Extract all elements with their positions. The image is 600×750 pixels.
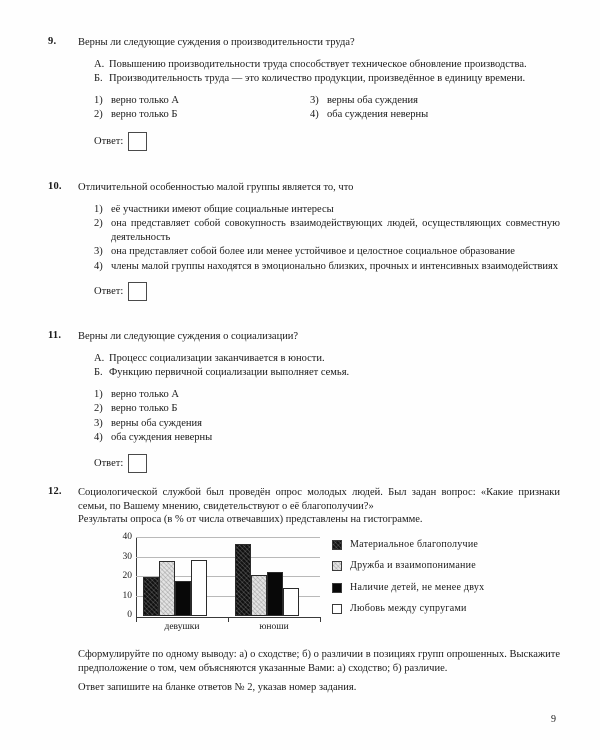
legend-swatch — [332, 604, 342, 614]
question-block-10 — [48, 181, 560, 302]
option-item[interactable] — [94, 388, 560, 402]
option-marker: 1) — [94, 388, 103, 400]
legend-swatch — [332, 583, 342, 593]
gridline — [136, 537, 320, 538]
option-text: она представляет собой более или менее устойчивое и целостное социальное образование — [111, 246, 515, 257]
question-body — [78, 36, 560, 152]
option-text: оба суждения неверны — [327, 109, 429, 120]
bar — [175, 581, 191, 616]
option-item[interactable] — [94, 431, 560, 445]
answer-line — [94, 132, 560, 152]
option-text: верно только А — [111, 94, 179, 106]
option-list — [94, 94, 560, 123]
statement-marker: Б. — [94, 367, 103, 378]
answer-line — [94, 454, 560, 474]
question-block-12 — [48, 486, 560, 527]
statement-item — [94, 352, 560, 366]
legend-item — [332, 577, 540, 599]
bar — [267, 572, 283, 616]
question-body — [78, 330, 560, 474]
option-marker: 3) — [310, 94, 319, 106]
answer-input-box[interactable] — [128, 132, 147, 151]
x-tick — [136, 617, 137, 622]
legend-swatch — [332, 561, 342, 571]
question-stem-line1: Социологической службой был проведён опрос молодых людей. Был задан вопрос: «Какие признаки семьи, по Вашему мнению, свидетельствуют о её благополучии?» — [78, 487, 560, 512]
option-marker: 1) — [94, 203, 103, 215]
question-number: 12. — [48, 486, 62, 497]
option-list — [94, 388, 560, 445]
x-category-label: девушки — [164, 622, 200, 632]
question-stem: Верны ли следующие суждения о производительности труда? — [78, 37, 355, 48]
y-tick-label: 40 — [122, 532, 132, 542]
y-axis-labels — [110, 532, 132, 622]
question-stem: Верны ли следующие суждения о социализации? — [78, 331, 299, 342]
statement-marker: А. — [94, 352, 105, 364]
bar — [143, 577, 159, 616]
option-marker: 1) — [94, 94, 103, 106]
option-text: верно только Б — [111, 403, 178, 414]
question-block-11 — [48, 330, 560, 474]
histogram-chart — [110, 532, 540, 642]
option-marker: 2) — [94, 218, 103, 229]
option-marker: 2) — [94, 109, 103, 120]
instruction-paragraph-1: Сформулируйте по одному выводу: а) о сходстве; б) о различии в позициях групп опрошенных. Выскажите предположение о том, чем объясняются указанные Вами: а) сходство; б) различие. — [78, 649, 560, 674]
legend-item — [332, 599, 540, 621]
gridline — [136, 557, 320, 558]
option-text: верно только Б — [111, 109, 178, 120]
y-tick-label: 0 — [127, 610, 132, 620]
option-marker: 4) — [94, 260, 103, 272]
y-tick-label: 10 — [122, 590, 132, 601]
option-marker: 3) — [94, 246, 103, 257]
question-body — [78, 486, 560, 527]
legend-label: Наличие детей, не менее двух — [350, 581, 485, 593]
option-marker: 3) — [94, 417, 103, 429]
bar — [159, 561, 175, 616]
instruction-paragraph-2: Ответ запишите на бланке ответов № 2, указав номер задания. — [78, 682, 357, 693]
statement-list — [94, 352, 560, 380]
answer-input-box[interactable] — [128, 282, 147, 301]
statement-list — [94, 58, 560, 86]
x-tick — [228, 617, 229, 622]
option-marker: 4) — [310, 109, 319, 120]
option-marker: 2) — [94, 403, 103, 414]
legend-label: Любовь между супругами — [350, 603, 467, 615]
statement-text: Производительность труда — это количество продукции, произведённое в единицу времени. — [109, 73, 526, 84]
option-text: члены малой группы находятся в эмоционально близких, прочных и интенсивных взаимодействиях — [111, 260, 559, 272]
answer-line — [94, 282, 560, 302]
page-number: 9 — [551, 714, 556, 725]
question-stem: Отличительной особенностью малой группы является то, что — [78, 182, 354, 193]
bar — [283, 588, 299, 616]
plot-area — [136, 538, 320, 616]
legend-swatch — [332, 540, 342, 550]
statement-marker: А. — [94, 58, 105, 70]
option-item[interactable] — [94, 245, 560, 259]
question-block-9 — [48, 36, 560, 152]
legend-label: Материальное благополучие — [350, 538, 479, 550]
question-number: 11. — [48, 330, 62, 341]
statement-text: Процесс социализации заканчивается в юности. — [109, 352, 325, 364]
statement-text: Повышению производительности труда способствует техническое обновление производства. — [109, 58, 527, 70]
x-category-label: юноши — [259, 622, 289, 632]
option-item[interactable] — [94, 217, 560, 244]
legend-item — [332, 556, 540, 578]
option-item[interactable] — [94, 402, 560, 416]
option-item[interactable] — [94, 203, 560, 217]
option-text: её участники имеют общие социальные интересы — [111, 203, 334, 215]
option-item[interactable] — [94, 108, 310, 122]
option-marker: 4) — [94, 432, 103, 443]
option-row — [94, 108, 560, 123]
statement-item — [94, 366, 560, 380]
y-tick-label: 20 — [122, 571, 132, 581]
answer-label: Ответ: — [94, 457, 124, 469]
statement-text: Функцию первичной социализации выполняет семья. — [109, 367, 350, 378]
question12-instructions — [78, 648, 560, 696]
option-text: верны оба суждения — [327, 94, 418, 106]
option-item[interactable] — [310, 108, 526, 122]
statement-marker: Б. — [94, 73, 103, 84]
statement-item — [94, 58, 560, 72]
option-item[interactable] — [94, 417, 560, 431]
bar — [235, 544, 251, 616]
option-item[interactable] — [310, 94, 526, 108]
option-text: оба суждения неверны — [111, 432, 213, 443]
bar — [191, 560, 207, 616]
answer-label: Ответ: — [94, 286, 124, 297]
question-stem-line2: Результаты опроса (в % от числа отвечавших) представлены на гистограмме. — [78, 514, 423, 525]
chart-legend — [332, 534, 540, 620]
option-text: верно только А — [111, 388, 179, 400]
question-body — [78, 181, 560, 302]
answer-label: Ответ: — [94, 135, 124, 147]
question-number: 9. — [48, 36, 57, 47]
option-text: верны оба суждения — [111, 417, 202, 429]
option-row — [94, 94, 560, 109]
option-item[interactable] — [94, 260, 560, 274]
question-number: 10. — [48, 181, 62, 192]
statement-item — [94, 72, 560, 86]
option-text: она представляет собой совокупность взаимодействующих людей, осуществляющих совместную деятельность — [111, 218, 560, 243]
option-list — [94, 203, 560, 274]
answer-input-box[interactable] — [128, 454, 147, 473]
bar — [251, 575, 267, 616]
legend-label: Дружба и взаимопонимание — [350, 560, 476, 572]
option-item[interactable] — [94, 94, 310, 108]
x-tick — [320, 617, 321, 622]
legend-item — [332, 534, 540, 556]
y-tick-label: 30 — [122, 551, 132, 562]
